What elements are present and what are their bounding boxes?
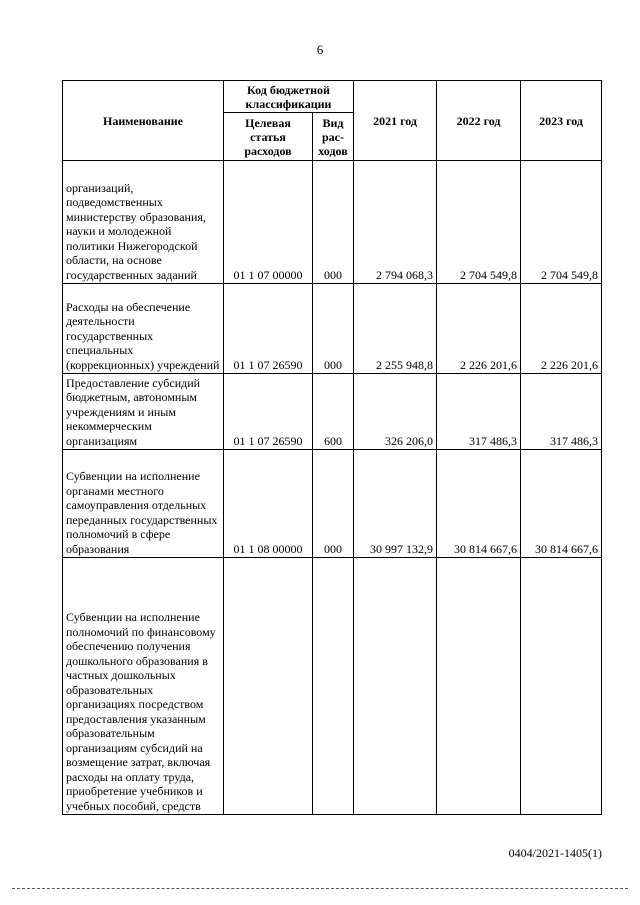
cell-2023: 317 486,3	[521, 374, 602, 450]
cell-target: 01 1 07 00000	[224, 161, 313, 284]
header-name: Наименование	[63, 81, 224, 161]
cell-2023: 30 814 667,6	[521, 450, 602, 558]
cell-name: организаций, подведомственных министерству образования, науки и молодежной политики Нижегородской области, на основе государственных заданий	[63, 161, 224, 284]
cell-2023: 2 226 201,6	[521, 284, 602, 374]
header-target: Целевая статья расходов	[224, 113, 313, 161]
cell-2021	[354, 558, 437, 815]
cell-target: 01 1 07 26590	[224, 284, 313, 374]
cell-kind: 000	[313, 450, 354, 558]
table-row	[63, 558, 602, 815]
header-2021: 2021 год	[354, 81, 437, 161]
cell-kind: 600	[313, 374, 354, 450]
cell-target: 01 1 07 26590	[224, 374, 313, 450]
cell-2021: 30 997 132,9	[354, 450, 437, 558]
cell-kind: 000	[313, 284, 354, 374]
cell-2023: 2 704 549,8	[521, 161, 602, 284]
cell-kind: 000	[313, 161, 354, 284]
table-row	[63, 374, 602, 450]
cell-2022: 2 226 201,6	[437, 284, 521, 374]
cell-2022: 2 704 549,8	[437, 161, 521, 284]
header-kind: Вид рас-ходов	[313, 113, 354, 161]
header-2023: 2023 год	[521, 81, 602, 161]
cell-2022: 30 814 667,6	[437, 450, 521, 558]
cell-2023	[521, 558, 602, 815]
cell-target	[224, 558, 313, 815]
page-number: 6	[316, 42, 324, 57]
header-code-group: Код бюджетной классификации	[224, 81, 354, 113]
table-row	[63, 161, 602, 284]
cell-2021: 2 255 948,8	[354, 284, 437, 374]
budget-table	[62, 80, 602, 815]
cell-2021: 2 794 068,3	[354, 161, 437, 284]
page-bottom-divider	[12, 888, 628, 889]
cell-name: Субвенции на исполнение органами местного самоуправления отдельных переданных государственных полномочий в сфере образования	[63, 450, 224, 558]
cell-2021: 326 206,0	[354, 374, 437, 450]
cell-target: 01 1 08 00000	[224, 450, 313, 558]
document-code: 0404/2021-1405(1)	[508, 846, 602, 860]
cell-2022: 317 486,3	[437, 374, 521, 450]
table-row	[63, 284, 602, 374]
cell-name: Субвенции на исполнение полномочий по финансовому обеспечению получения дошкольного образования в частных дошкольных образовательных организациях посредством предоставления указанным образовательным организациям субсидий на возмещение затрат, включая расходы на оплату труда, приобретение учебников и учебных пособий, средств	[63, 558, 224, 815]
cell-name: Расходы на обеспечение деятельности государственных специальных (коррекционных) учреждений	[63, 284, 224, 374]
cell-kind	[313, 558, 354, 815]
header-row	[63, 81, 602, 113]
cell-name: Предоставление субсидий бюджетным, автономным учреждениям и иным некоммерческим организациям	[63, 374, 224, 450]
header-2022: 2022 год	[437, 81, 521, 161]
table-row	[63, 450, 602, 558]
cell-2022	[437, 558, 521, 815]
